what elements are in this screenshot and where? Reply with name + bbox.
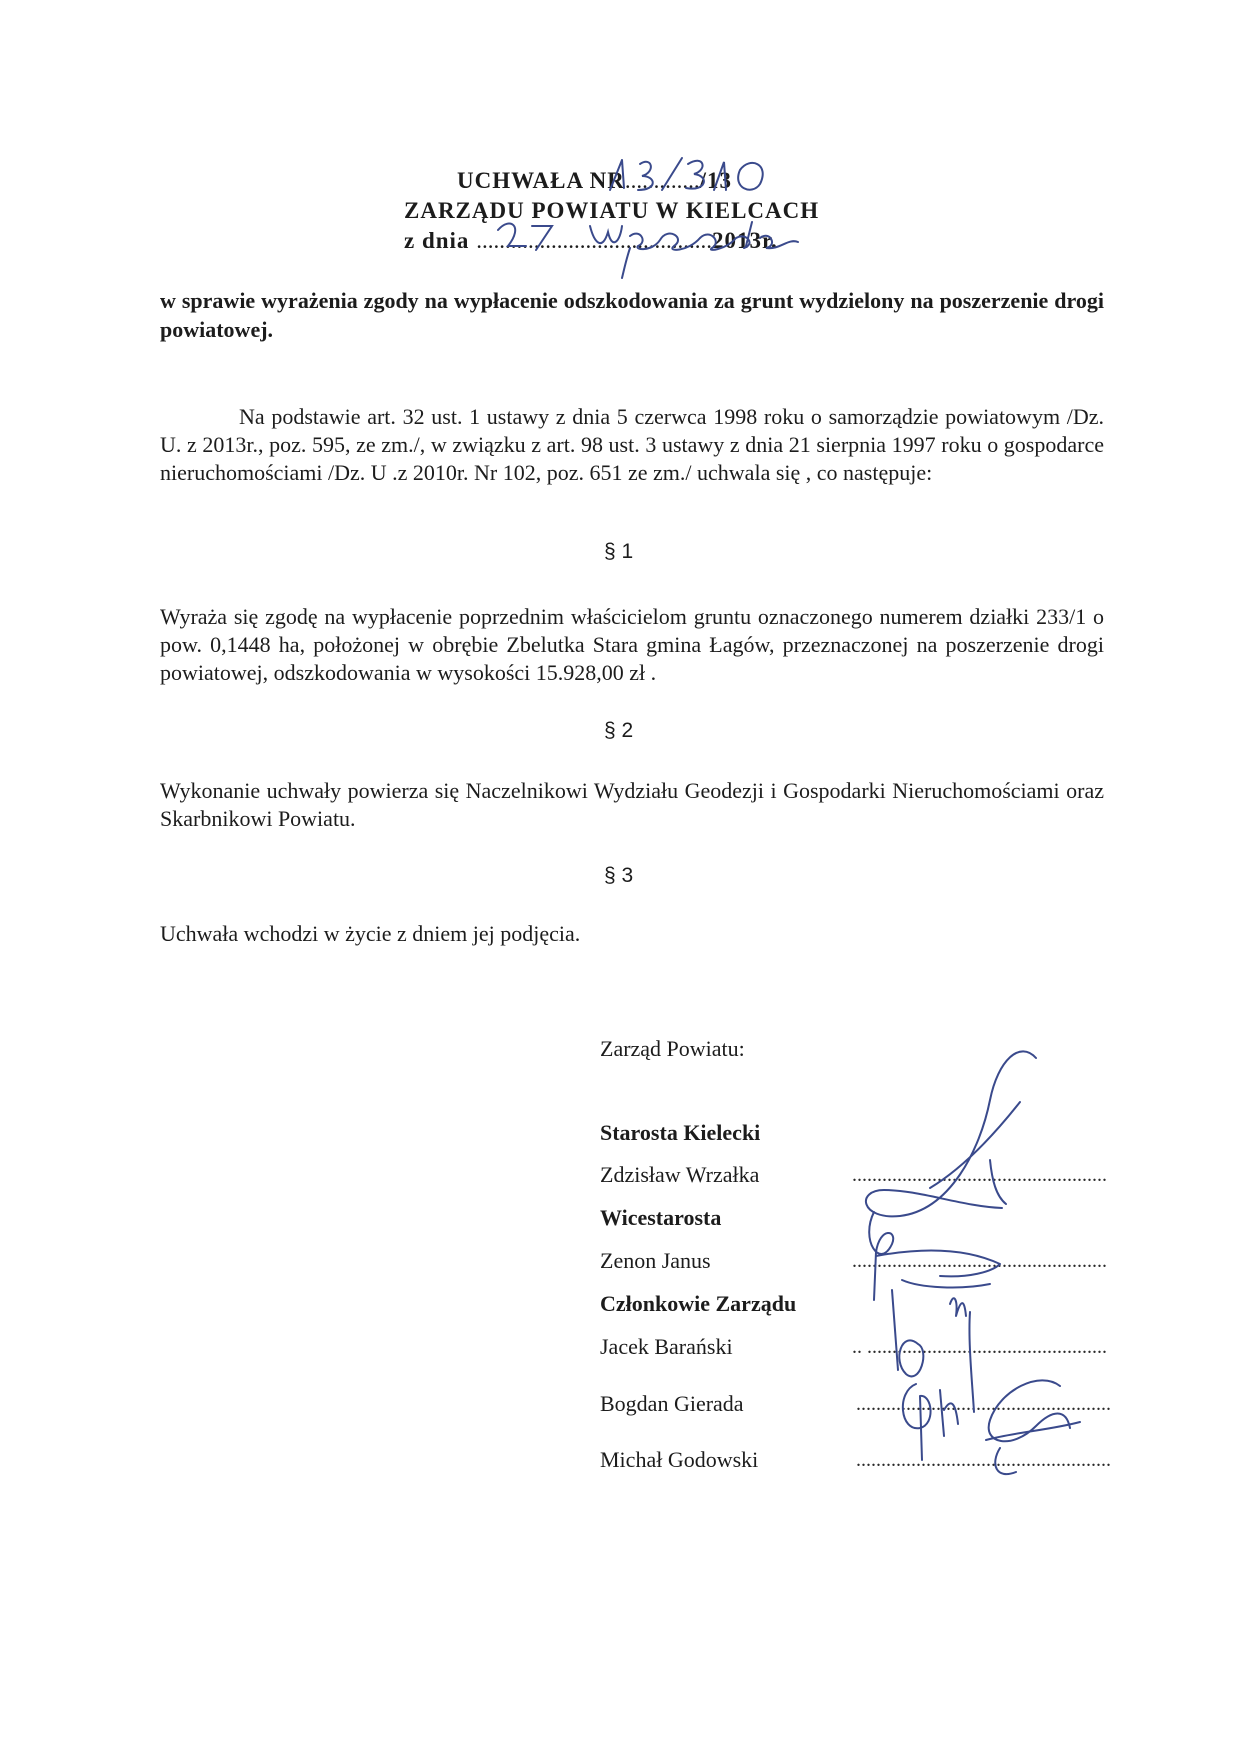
section-2-text: Wykonanie uchwały powierza się Naczelnikowi Wydziału Geodezji i Gospodarki Nieruchomościami oraz Skarbnikowi Powiatu. xyxy=(160,778,1104,831)
resolution-date-line xyxy=(404,228,778,254)
signature-line-2: ................................................... xyxy=(852,1250,1107,1272)
signature-line-4: ................................................... xyxy=(856,1393,1111,1415)
resolution-number-dots: ............. xyxy=(624,168,700,193)
resolution-title: UCHWAŁA NR xyxy=(457,168,625,193)
section-mark-2: § 2 xyxy=(604,719,634,742)
resolution-year-suffix: /13 xyxy=(699,168,732,193)
signatory-name-1: Zdzisław Wrzałka xyxy=(600,1162,760,1187)
date-dots: ......................................... xyxy=(476,228,712,253)
signature-line-3: .. ................................................ xyxy=(852,1336,1107,1358)
section-mark-1: § 1 xyxy=(604,540,634,563)
role-members: Członkowie Zarządu xyxy=(600,1291,797,1316)
resolution-number-line xyxy=(457,168,732,194)
board-title: Zarząd Powiatu: xyxy=(600,1036,745,1061)
role-wicestarosta: Wicestarosta xyxy=(600,1205,722,1230)
date-prefix: z dnia xyxy=(404,228,470,253)
legal-basis-paragraph: Na podstawie art. 32 ust. 1 ustawy z dnia 5 czerwca 1998 roku o samorządzie powiatowym /Dz. U. z 2013r., poz. 595, ze zm./, w związku z art. 98 ust. 3 ustawy z dnia 21 sierpnia 1997 roku o gospodarce nieruchomościami /Dz. U .z 2010r. Nr 102, poz. 651 ze zm./ uchwala się , co następuje: xyxy=(160,404,1104,485)
role-starosta: Starosta Kielecki xyxy=(600,1120,761,1145)
signatory-name-2: Zenon Janus xyxy=(600,1248,711,1273)
section-3-text: Uchwała wchodzi w życie z dniem jej podjęcia. xyxy=(160,921,581,946)
section-1-text: Wyraża się zgodę na wypłacenie poprzednim właścicielom gruntu oznaczonego numerem działki 233/1 o pow. 0,1448 ha, położonej w obrębie Zbelutka Stara gmina Łagów, przeznaczonej na poszerzenie drogi powiatowej, odszkodowania w wysokości 15.928,00 zł . xyxy=(160,604,1104,685)
resolution-subject: w sprawie wyrażenia zgody na wypłacenie odszkodowania za grunt wydzielony na poszerzenie drogi powiatowej. xyxy=(160,288,1104,342)
date-year: 2013r. xyxy=(711,228,778,253)
signatory-name-5: Michał Godowski xyxy=(600,1447,759,1472)
signature-line-1: ................................................... xyxy=(852,1164,1107,1186)
signatory-name-4: Bogdan Gierada xyxy=(600,1391,744,1416)
issuing-body: ZARZĄDU POWIATU W KIELCACH xyxy=(404,198,820,223)
section-mark-3: § 3 xyxy=(604,864,634,887)
signature-line-5: ................................................... xyxy=(856,1449,1111,1471)
signatory-name-3: Jacek Barański xyxy=(600,1334,733,1359)
